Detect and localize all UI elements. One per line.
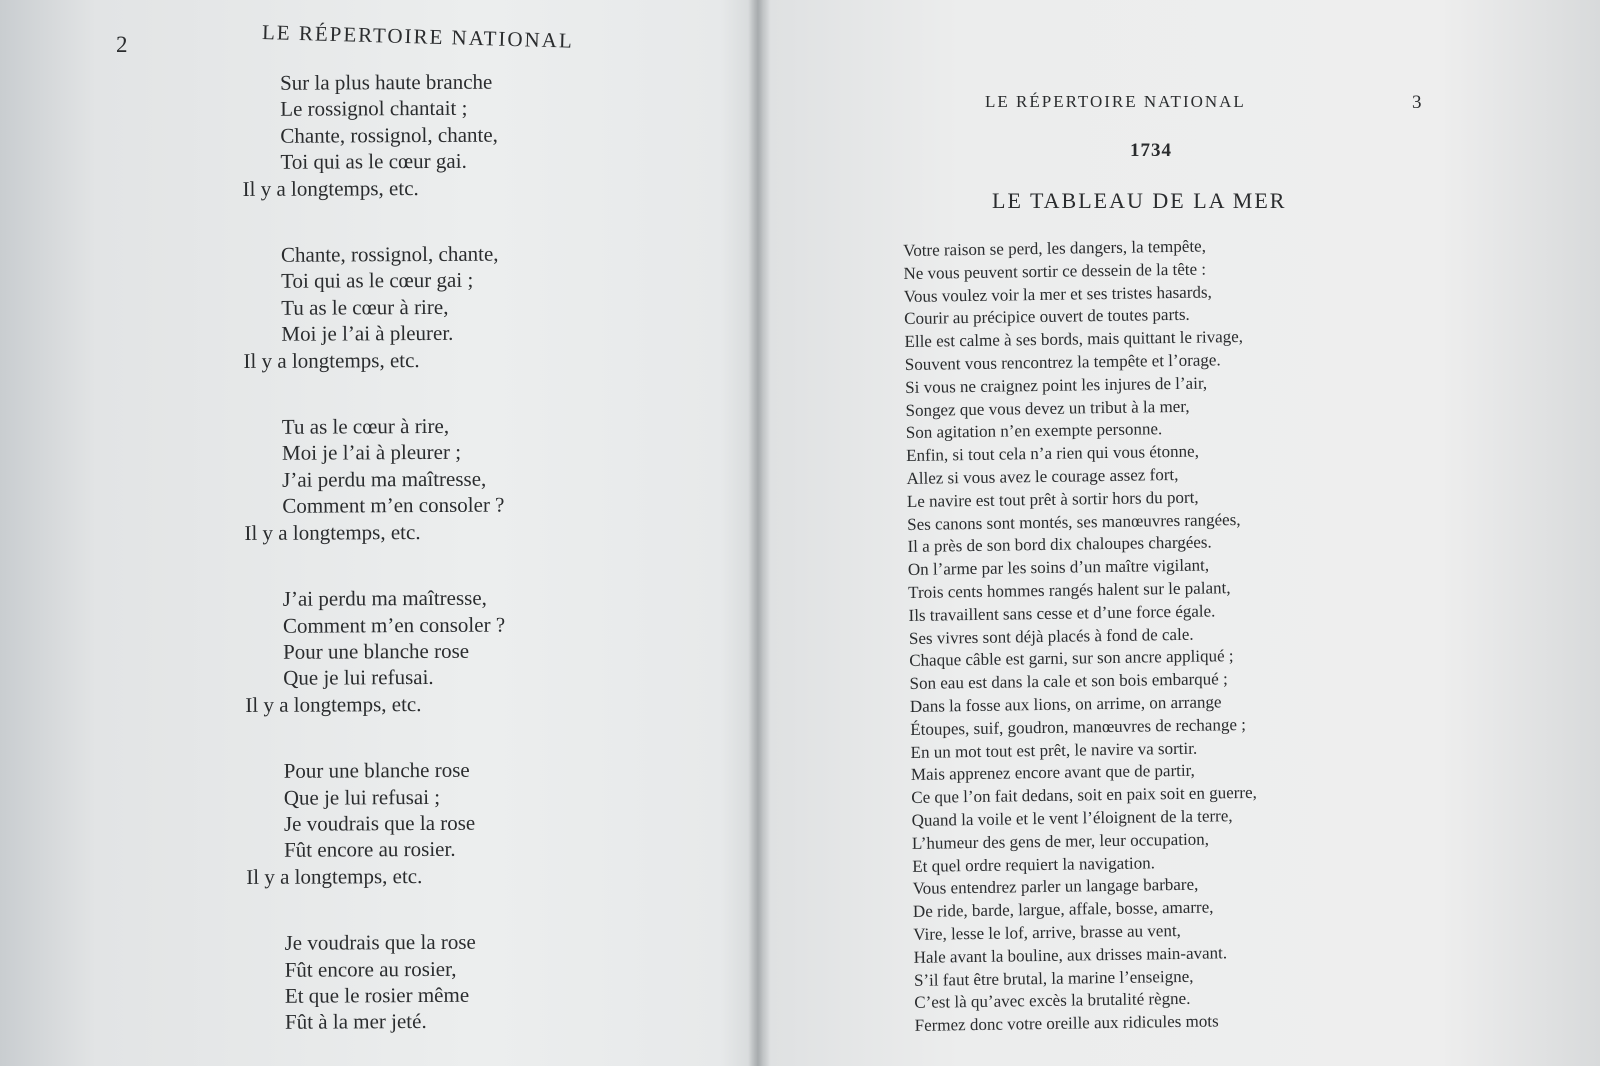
poem-line: Chaque câble est garni, sur son ancre appliqué ; [909,646,1234,671]
poem-line: Ses vivres sont déjà placés à fond de cale. [908,624,1194,648]
stanza-line: Pour une blanche rose [282,638,470,664]
stanza-line: Tu as le cœur à rire, [281,413,450,439]
poem-line: Votre raison se perd, les dangers, la tempête, [903,236,1207,260]
stanza-line: Et que le rosier même [284,982,470,1008]
poem-line: Souvent vous rencontrez la tempête et l’orage. [904,350,1221,374]
poem-line: Et quel ordre requiert la navigation. [912,852,1156,876]
stanza-refrain: Il y a longtemps, etc. [245,691,422,717]
poem-line: Elle est calme à ses bords, mais quittant le rivage, [904,327,1244,352]
poem-line: Ne vous peuvent sortir ce dessein de la tête : [903,259,1207,283]
stanza-line: Toi qui as le cœur gai ; [281,268,474,294]
stanza-line: Comment m’en consoler ? [282,492,505,519]
poem-line: Si vous ne craignez point les injures de l’air, [905,373,1208,397]
stanza-refrain: Il y a longtemps, etc. [246,863,423,889]
poem-line: Vire, lesse le lof, arrive, brasse au vent, [913,920,1181,944]
poem-line: Le navire est tout prêt à sortir hors du port, [906,487,1199,511]
stanza-5 [240,756,681,890]
poem-line: Songez que vous devez un tribut à la mer, [905,396,1190,420]
poem-line: C’est là qu’avec excès la brutalité règne. [914,989,1191,1013]
page-number-right: 3 [1412,92,1422,113]
stanza-line: Chante, rossignol, chante, [280,241,499,267]
stanza-line: Pour une blanche rose [283,757,470,783]
poem-line: Hale avant la bouline, aux drisses main-avant. [913,942,1228,967]
stanza-line: Le rossignol chantait ; [280,96,468,122]
stanza-line: J’ai perdu ma maîtresse, [282,466,487,492]
stanza-refrain: Il y a longtemps, etc. [244,519,421,545]
stanza-line: Fût encore au rosier. [284,837,456,863]
poem-line: Dans la fosse aux lions, on arrime, on arrange [909,692,1222,716]
stanza-line: Je voudrais que la rose [283,810,476,836]
poem-line: Son agitation n’en exempte personne. [905,419,1163,443]
poem-line: On l’arme par les soins d’un maître vigilant, [907,555,1210,580]
stanza-6 [241,928,682,1036]
poem-line: Allez si vous avez le courage assez fort, [906,464,1179,488]
stanza-refrain: Il y a longtemps, etc. [242,175,419,201]
poem-line: Ce que l’on fait dedans, soit en paix soit en guerre, [911,782,1257,808]
poem-line: Enfin, si tout cela n’a rien qui vous étonne, [906,441,1200,466]
poem-line: L’humeur des gens de mer, leur occupation, [911,829,1210,853]
poem-line: De ride, barde, largue, affale, bosse, amarre, [912,897,1214,922]
poem-line: Ils travaillent sans cesse et d’une force égale. [908,601,1216,625]
stanza-line: Je voudrais que la rose [284,929,476,955]
stanza-line: J’ai perdu ma maîtresse, [282,585,487,611]
stanza-1 [236,68,677,202]
running-head-left: LE RÉPERTOIRE NATIONAL [261,20,575,53]
stanza-4 [239,584,680,718]
poem-line: En un mot tout est prêt, le navire va sortir. [910,738,1198,762]
stanza-line: Sur la plus haute branche [280,69,493,95]
stanza-line: Que je lui refusai. [283,665,434,691]
running-head-right: LE RÉPERTOIRE NATIONAL [985,92,1246,111]
poem-line: Vous entendrez parler un langage barbare, [912,875,1199,899]
right-page [770,0,1600,1066]
left-page [0,0,760,1066]
stanza-line: Moi je l’ai à pleurer. [281,321,454,347]
stanza-refrain: Il y a longtemps, etc. [243,347,420,373]
stanza-line: Chante, rossignol, chante, [280,122,498,148]
stanza-line: Fût à la mer jeté. [284,1009,427,1035]
stanza-line: Comment m’en consoler ? [282,612,506,638]
poem-line: Fermez donc votre oreille aux ridicules mots [914,1011,1219,1036]
poem-line: Son eau est dans la cale et son bois embarqué ; [909,669,1228,694]
poem-line: Étoupes, suif, goudron, manœuvres de rechange ; [910,714,1247,739]
stanza-line: Que je lui refusai ; [283,784,441,810]
poem-year: 1734 [1130,140,1172,161]
page-number-left: 2 [116,32,129,57]
poem-line: Vous voulez voir la mer et ses tristes hasards, [903,282,1212,306]
poem-title: LE TABLEAU DE LA MER [992,188,1287,213]
poem-line: Il a près de son bord dix chaloupes chargées. [907,532,1212,557]
stanza-line: Moi je l’ai à pleurer ; [281,440,462,466]
poem-line: Quand la voile et le vent l’éloignent de la terre, [911,806,1233,830]
poem-line: Ses canons sont montés, ses manœuvres rangées, [907,509,1241,534]
stanza-2 [237,240,678,374]
stanza-line: Tu as le cœur à rire, [281,294,449,320]
stanza-line: Toi qui as le cœur gai. [280,149,467,174]
poem-body [903,232,1435,1038]
stanza-line: Fût encore au rosier, [284,956,457,982]
poem-line: Trois cents hommes rangés halent sur le palant, [908,578,1231,602]
poem-line: Courir au précipice ouvert de toutes parts. [904,305,1190,329]
stanza-3 [238,412,679,546]
song-stanzas [236,68,681,1066]
poem-line: S’il faut être brutal, la marine l’enseigne, [913,966,1194,990]
poem-line: Mais apprenez encore avant que de partir, [910,761,1195,785]
